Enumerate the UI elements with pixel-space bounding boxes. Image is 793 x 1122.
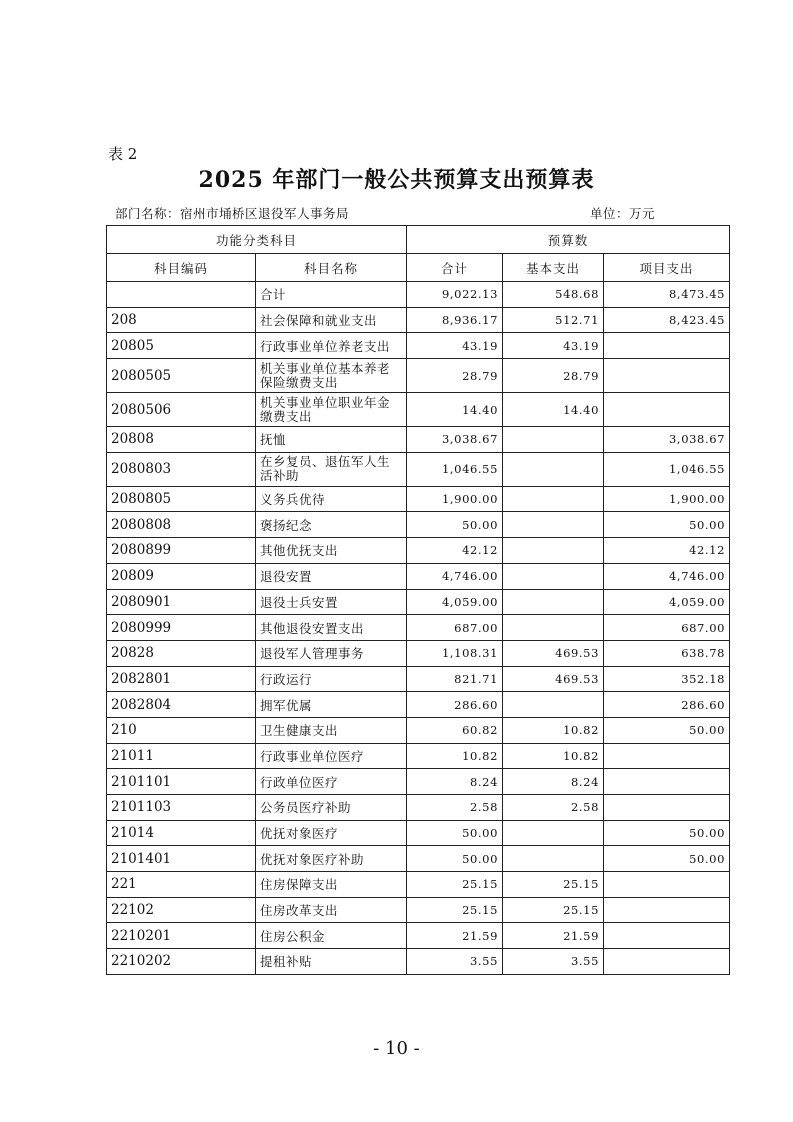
cell-basic: 10.82 [503, 743, 604, 769]
cell-code: 20809 [107, 563, 256, 589]
cell-code [107, 282, 256, 308]
cell-project: 4,059.00 [604, 589, 730, 615]
cell-name: 退役士兵安置 [256, 589, 407, 615]
cell-name: 合计 [256, 282, 407, 308]
cell-name: 住房保障支出 [256, 872, 407, 898]
cell-project: 50.00 [604, 717, 730, 743]
cell-basic [503, 512, 604, 538]
cell-project: 42.12 [604, 538, 730, 564]
cell-project [604, 393, 730, 427]
cell-project [604, 872, 730, 898]
page-title: 2025 年部门一般公共预算支出预算表 [198, 167, 595, 193]
table-row [107, 427, 730, 453]
cell-total: 14.40 [407, 393, 503, 427]
cell-name: 行政事业单位养老支出 [256, 333, 407, 359]
cell-code: 221 [107, 872, 256, 898]
table-row [107, 359, 730, 393]
table-row [107, 333, 730, 359]
cell-name: 机关事业单位基本养老保险缴费支出 [256, 359, 407, 393]
cell-total: 1,900.00 [407, 486, 503, 512]
cell-project: 8,423.45 [604, 307, 730, 333]
cell-total: 1,108.31 [407, 640, 503, 666]
cell-basic: 25.15 [503, 872, 604, 898]
cell-basic: 548.68 [503, 282, 604, 308]
cell-project [604, 769, 730, 795]
cell-total: 1,046.55 [407, 452, 503, 486]
cell-name: 抚恤 [256, 427, 407, 453]
table-row [107, 282, 730, 308]
cell-basic [503, 538, 604, 564]
cell-basic: 469.53 [503, 666, 604, 692]
cell-name: 住房改革支出 [256, 897, 407, 923]
cell-total: 4,059.00 [407, 589, 503, 615]
cell-total: 50.00 [407, 846, 503, 872]
cell-name: 机关事业单位职业年金缴费支出 [256, 393, 407, 427]
cell-basic: 3.55 [503, 949, 604, 975]
table-row [107, 563, 730, 589]
cell-name: 其他退役安置支出 [256, 615, 407, 641]
table-row [107, 538, 730, 564]
cell-project [604, 333, 730, 359]
cell-code: 2101401 [107, 846, 256, 872]
cell-code: 2101101 [107, 769, 256, 795]
cell-basic: 21.59 [503, 923, 604, 949]
cell-basic [503, 615, 604, 641]
cell-code: 2080901 [107, 589, 256, 615]
cell-code: 2080808 [107, 512, 256, 538]
cell-code: 21011 [107, 743, 256, 769]
cell-code: 2080505 [107, 359, 256, 393]
table-row [107, 846, 730, 872]
table-row [107, 949, 730, 975]
cell-total: 43.19 [407, 333, 503, 359]
cell-project: 687.00 [604, 615, 730, 641]
cell-project [604, 923, 730, 949]
cell-total: 50.00 [407, 512, 503, 538]
cell-code: 22102 [107, 897, 256, 923]
cell-name: 义务兵优待 [256, 486, 407, 512]
department-name: 部门名称：宿州市埇桥区退役军人事务局 [115, 206, 350, 221]
cell-code: 2080805 [107, 486, 256, 512]
cell-code: 210 [107, 717, 256, 743]
cell-basic: 25.15 [503, 897, 604, 923]
cell-code: 20805 [107, 333, 256, 359]
cell-basic: 2.58 [503, 795, 604, 821]
table-row [107, 897, 730, 923]
cell-basic [503, 452, 604, 486]
header-column-row [107, 254, 730, 282]
cell-total: 25.15 [407, 872, 503, 898]
table-row [107, 615, 730, 641]
table-row [107, 452, 730, 486]
cell-project: 1,046.55 [604, 452, 730, 486]
cell-total: 42.12 [407, 538, 503, 564]
cell-basic [503, 820, 604, 846]
cell-project: 1,900.00 [604, 486, 730, 512]
cell-name: 行政单位医疗 [256, 769, 407, 795]
cell-name: 褒扬纪念 [256, 512, 407, 538]
table-row [107, 769, 730, 795]
cell-basic [503, 427, 604, 453]
cell-total: 25.15 [407, 897, 503, 923]
table-row [107, 820, 730, 846]
cell-code: 2210201 [107, 923, 256, 949]
cell-total: 28.79 [407, 359, 503, 393]
table-row [107, 486, 730, 512]
header-budget: 预算数 [407, 226, 730, 254]
table-row [107, 393, 730, 427]
table-row [107, 743, 730, 769]
table-row [107, 692, 730, 718]
cell-code: 20828 [107, 640, 256, 666]
header-basic: 基本支出 [503, 254, 604, 282]
cell-basic: 512.71 [503, 307, 604, 333]
cell-basic [503, 846, 604, 872]
cell-total: 3.55 [407, 949, 503, 975]
cell-total: 8,936.17 [407, 307, 503, 333]
cell-basic [503, 486, 604, 512]
cell-project [604, 743, 730, 769]
cell-project [604, 795, 730, 821]
cell-name: 住房公积金 [256, 923, 407, 949]
cell-total: 21.59 [407, 923, 503, 949]
table-row [107, 872, 730, 898]
cell-total: 4,746.00 [407, 563, 503, 589]
table-row [107, 666, 730, 692]
cell-code: 2210202 [107, 949, 256, 975]
cell-project: 50.00 [604, 846, 730, 872]
table-row [107, 512, 730, 538]
cell-basic [503, 563, 604, 589]
header-project: 项目支出 [604, 254, 730, 282]
cell-code: 2080506 [107, 393, 256, 427]
cell-project: 638.78 [604, 640, 730, 666]
cell-code: 2080999 [107, 615, 256, 641]
unit-label: 单位：万元 [590, 206, 656, 221]
table-label: 表 2 [108, 145, 138, 163]
table-row [107, 717, 730, 743]
page-number: - 10 - [373, 1038, 420, 1059]
cell-total: 10.82 [407, 743, 503, 769]
cell-name: 在乡复员、退伍军人生活补助 [256, 452, 407, 486]
budget-table [106, 225, 730, 975]
cell-project [604, 949, 730, 975]
table-row [107, 307, 730, 333]
cell-code: 21014 [107, 820, 256, 846]
header-group-row [107, 226, 730, 254]
cell-project: 3,038.67 [604, 427, 730, 453]
cell-code: 20808 [107, 427, 256, 453]
cell-basic: 469.53 [503, 640, 604, 666]
cell-project: 50.00 [604, 512, 730, 538]
table-row [107, 589, 730, 615]
header-name: 科目名称 [256, 254, 407, 282]
cell-total: 3,038.67 [407, 427, 503, 453]
cell-total: 2.58 [407, 795, 503, 821]
cell-basic [503, 589, 604, 615]
cell-name: 优抚对象医疗 [256, 820, 407, 846]
cell-code: 208 [107, 307, 256, 333]
cell-project: 286.60 [604, 692, 730, 718]
cell-name: 公务员医疗补助 [256, 795, 407, 821]
header-total: 合计 [407, 254, 503, 282]
cell-total: 50.00 [407, 820, 503, 846]
cell-basic: 14.40 [503, 393, 604, 427]
cell-basic: 43.19 [503, 333, 604, 359]
cell-name: 优抚对象医疗补助 [256, 846, 407, 872]
cell-code: 2080803 [107, 452, 256, 486]
cell-code: 2082804 [107, 692, 256, 718]
cell-name: 拥军优属 [256, 692, 407, 718]
table-row [107, 640, 730, 666]
cell-total: 821.71 [407, 666, 503, 692]
cell-name: 退役安置 [256, 563, 407, 589]
table-row [107, 795, 730, 821]
cell-name: 提租补贴 [256, 949, 407, 975]
cell-name: 卫生健康支出 [256, 717, 407, 743]
header-function-class: 功能分类科目 [107, 226, 407, 254]
cell-name: 其他优抚支出 [256, 538, 407, 564]
cell-name: 社会保障和就业支出 [256, 307, 407, 333]
cell-code: 2101103 [107, 795, 256, 821]
cell-project [604, 359, 730, 393]
header-code: 科目编码 [107, 254, 256, 282]
cell-total: 9,022.13 [407, 282, 503, 308]
cell-basic: 28.79 [503, 359, 604, 393]
cell-name: 行政事业单位医疗 [256, 743, 407, 769]
cell-total: 8.24 [407, 769, 503, 795]
cell-project: 352.18 [604, 666, 730, 692]
cell-project: 8,473.45 [604, 282, 730, 308]
cell-project: 50.00 [604, 820, 730, 846]
cell-total: 687.00 [407, 615, 503, 641]
cell-project [604, 897, 730, 923]
table-row [107, 923, 730, 949]
cell-total: 286.60 [407, 692, 503, 718]
cell-project: 4,746.00 [604, 563, 730, 589]
cell-basic: 8.24 [503, 769, 604, 795]
cell-code: 2080899 [107, 538, 256, 564]
cell-basic: 10.82 [503, 717, 604, 743]
cell-basic [503, 692, 604, 718]
cell-code: 2082801 [107, 666, 256, 692]
cell-total: 60.82 [407, 717, 503, 743]
cell-name: 退役军人管理事务 [256, 640, 407, 666]
cell-name: 行政运行 [256, 666, 407, 692]
